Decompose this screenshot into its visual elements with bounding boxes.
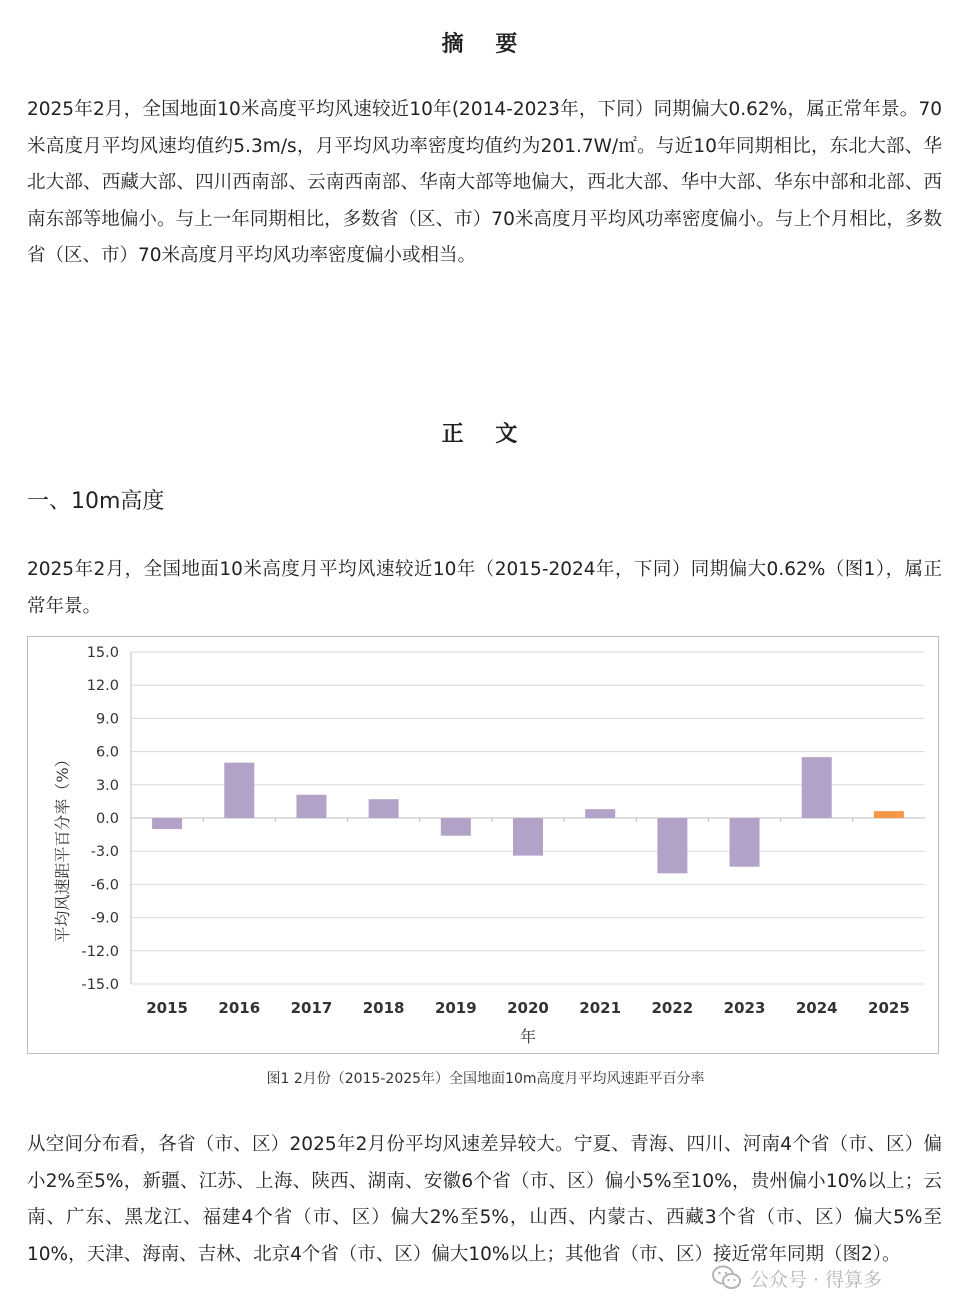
y-tick-label: 6.0 xyxy=(95,744,119,761)
x-tick-label: 2021 xyxy=(579,999,622,1017)
bar-2021 xyxy=(585,809,615,818)
x-tick-label: 2018 xyxy=(362,999,405,1017)
y-tick-label: -9.0 xyxy=(90,910,119,927)
bar-2020 xyxy=(513,818,543,856)
figure-caption: 图1 2月份（2015-2025年）全国地面10m高度月平均风速距平百分率 xyxy=(266,1071,705,1087)
watermark-text: 公众号 · 得算多 xyxy=(750,1268,883,1291)
y-tick-label: -15.0 xyxy=(81,977,119,993)
y-tick-label: 12.0 xyxy=(86,678,119,695)
y-tick-label: 3.0 xyxy=(95,777,119,794)
y-axis-label: 平均风速距平百分率（%） xyxy=(53,751,72,943)
x-tick-label: 2023 xyxy=(723,999,766,1017)
wechat-icon xyxy=(712,1265,742,1291)
y-tick-label: 0.0 xyxy=(95,811,119,827)
x-tick-label: 2015 xyxy=(146,999,188,1017)
chart-svg xyxy=(28,637,940,1055)
y-tick-label: -6.0 xyxy=(90,877,119,894)
wind-anomaly-chart xyxy=(27,636,939,1054)
x-tick-label: 2022 xyxy=(651,999,694,1017)
bar-2019 xyxy=(441,818,471,836)
bar-2017 xyxy=(296,795,326,818)
bar-2024 xyxy=(802,757,832,818)
bar-2023 xyxy=(730,818,760,867)
watermark xyxy=(712,1263,947,1293)
body-heading: 正 文 xyxy=(441,422,530,447)
x-axis-label: 年 xyxy=(519,1027,537,1046)
y-tick-label: -12.0 xyxy=(81,943,119,960)
y-tick-label: 9.0 xyxy=(95,711,119,728)
intro-paragraph: 2025年2月，全国地面10米高度月平均风速较近10年（2015-2024年，下同）同期偏大0.62%（图1），属正常年景。 xyxy=(27,559,942,617)
spatial-paragraph: 从空间分布看，各省（市、区）2025年2月份平均风速差异较大。宁夏、青海、四川、河南4个省（市、区）偏小2%至5%，新疆、江苏、上海、陕西、湖南、安徽6个省（市、区）偏小5%至10%，贵州偏小10%以上；云南、广东、黑龙江、福建4个省（市、区）偏大2%至5%，山西、内蒙古、西藏3个省（市、区）偏大5%至10%，天津、海南、吉林、北京4个省（市、区）偏大10%以上；其他省（市、区）接近常年同期（图2）。 xyxy=(27,1134,942,1265)
bar-2018 xyxy=(369,799,399,818)
bar-2015 xyxy=(152,818,182,829)
summary-paragraph: 2025年2月，全国地面10米高度平均风速较近10年(2014-2023年，下同）同期偏大0.62%，属正常年景。70米高度月平均风速均值约5.3m/s，月平均风功率密度均值约为201.7W/㎡。与近10年同期相比，东北大部、华北大部、西藏大部、四川西南部、云南西南部、华南大部等地偏大，西北大部、华中大部、华东中部和北部、西南东部等地偏小。与上一年同期相比，多数省（区、市）70米高度月平均风功率密度偏小。与上个月相比，多数省（区、市）70米高度月平均风功率密度偏小或相当。 xyxy=(27,99,942,266)
summary-heading: 摘 要 xyxy=(441,32,530,57)
x-tick-label: 2016 xyxy=(218,999,261,1017)
section-title-10m: 一、10m高度 xyxy=(27,489,165,514)
bar-2016 xyxy=(224,763,254,818)
bar-2025 xyxy=(874,811,904,818)
bar-2022 xyxy=(657,818,687,873)
y-tick-label: -3.0 xyxy=(90,844,119,861)
tick-layer xyxy=(81,645,909,1017)
x-tick-label: 2025 xyxy=(868,999,910,1017)
x-tick-label: 2020 xyxy=(507,999,549,1017)
x-tick-label: 2024 xyxy=(795,999,838,1017)
y-tick-label: 15.0 xyxy=(86,645,119,661)
x-tick-label: 2019 xyxy=(434,999,477,1017)
bar-layer xyxy=(152,757,904,873)
x-tick-label: 2017 xyxy=(290,999,333,1017)
